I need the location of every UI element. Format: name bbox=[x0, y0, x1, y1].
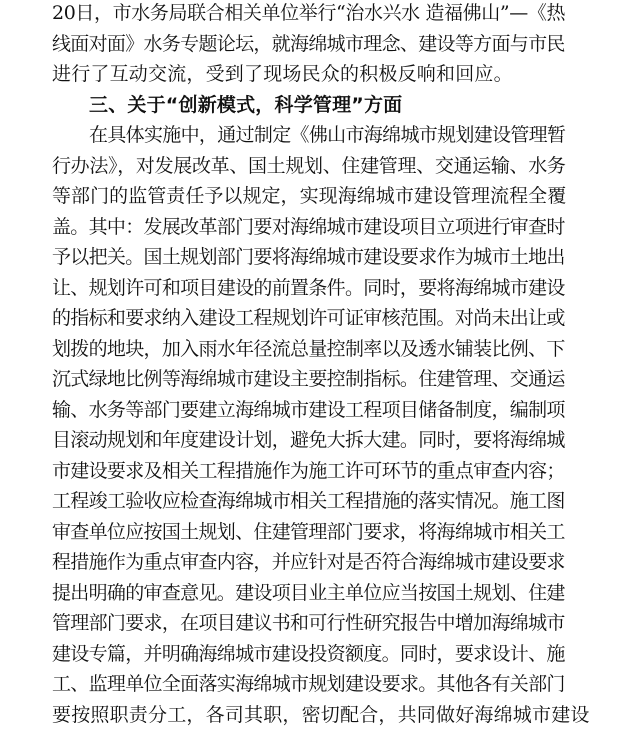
body-text-line: 等部门的监管责任予以规定，实现海绵城市建设管理流程全覆 bbox=[52, 185, 567, 207]
body-text-line: 20日，市水务局联合相关单位举行“治水兴水 造福佛山”—《热 bbox=[52, 2, 566, 24]
body-text-line: 让、规划许可和项目建设的前置条件。同时，要将海绵城市建设 bbox=[52, 277, 565, 299]
body-text-line: 划拨的地块，加入雨水年径流总量控制率以及透水铺装比例、下 bbox=[52, 338, 565, 360]
body-text-line: 程措施作为重点审查内容，并应针对是否符合海绵城市建设要求 bbox=[52, 551, 565, 573]
body-text-line: 线面对面》水务专题论坛，就海绵城市理念、建设等方面与市民 bbox=[52, 33, 565, 55]
body-text-line: 进行了互动交流，受到了现场民众的积极反响和回应。 bbox=[52, 63, 513, 85]
section-heading: 三、关于“创新模式，科学管理”方面 bbox=[89, 94, 403, 116]
body-text-line: 沉式绿地比例等海绵城市建设主要控制指标。住建管理、交通运 bbox=[52, 368, 565, 390]
body-text-line: 工、监理单位全面落实海绵城市规划建设要求。其他各有关部门 bbox=[52, 673, 565, 695]
body-text-line: 输、水务等部门要建立海绵城市建设工程项目储备制度，编制项 bbox=[52, 399, 565, 421]
body-text-line: 行办法》，对发展改革、国土规划、住建管理、交通运输、水务 bbox=[52, 155, 566, 177]
body-text-line: 审查单位应按国土规划、住建管理部门要求，将海绵城市相关工 bbox=[52, 521, 565, 543]
body-text-line: 管理部门要求，在项目建议书和可行性研究报告中增加海绵城市 bbox=[52, 612, 565, 634]
paragraph-first-line: 在具体实施中，通过制定《佛山市海绵城市规划建设管理暂 bbox=[89, 124, 566, 146]
body-text-line: 的指标和要求纳入建设工程规划许可证审核范围。对尚未出让或 bbox=[52, 307, 565, 329]
body-text-line: 要按照职责分工，各司其职，密切配合，共同做好海绵城市建设 bbox=[52, 704, 590, 726]
body-text-line: 建设专篇，并明确海绵城市建设投资额度。同时，要求设计、施 bbox=[52, 643, 565, 665]
body-text-line: 工程竣工验收应检查海绵城市相关工程措施的落实情况。施工图 bbox=[52, 490, 565, 512]
body-text-line: 市建设要求及相关工程措施作为施工许可环节的重点审查内容； bbox=[52, 460, 565, 482]
body-text-line: 盖。其中：发展改革部门要对海绵城市建设项目立项进行审查时 bbox=[52, 216, 565, 238]
body-text-line: 提出明确的审查意见。建设项目业主单位应当按国土规划、住建 bbox=[52, 582, 565, 604]
body-text-line: 予以把关。国土规划部门要将海绵城市建设要求作为城市土地出 bbox=[52, 246, 565, 268]
body-text-line: 目滚动规划和年度建设计划，避免大拆大建。同时，要将海绵城 bbox=[52, 429, 565, 451]
